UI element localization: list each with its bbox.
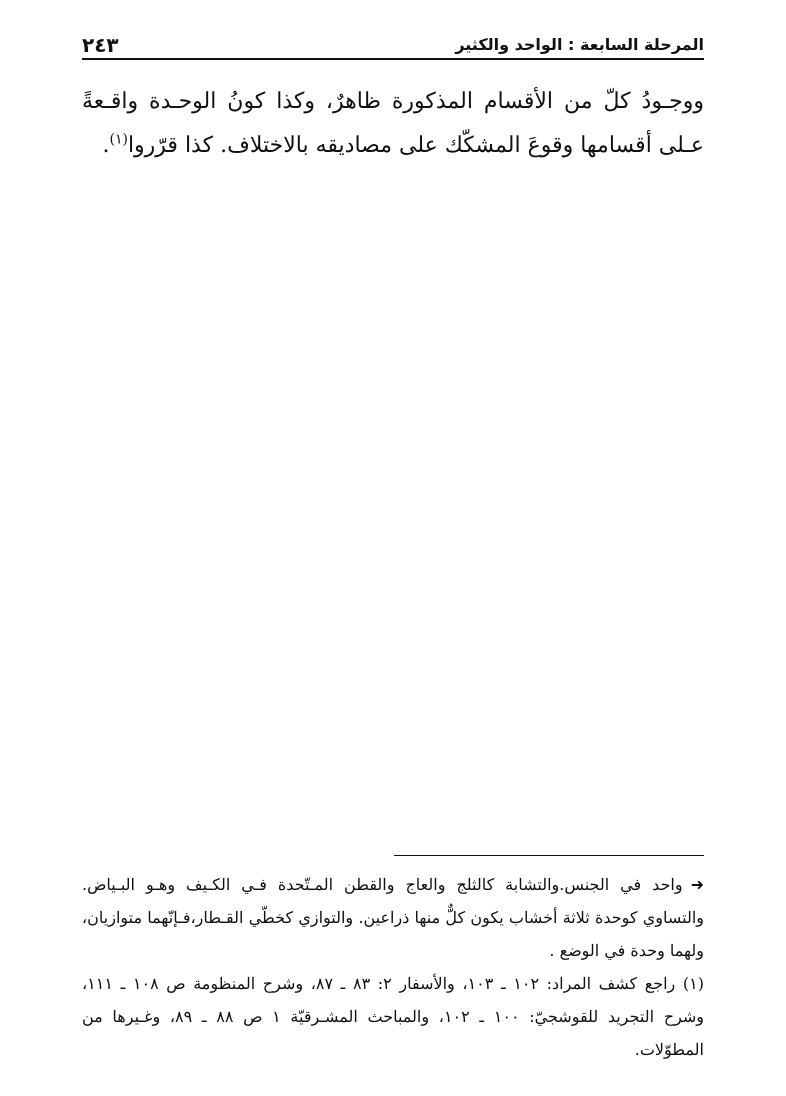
footnote-continuation [82, 868, 704, 967]
running-title: المرحلة السابعة : الواحد والكثير [455, 35, 704, 54]
paragraph-text: ووجـودُ كلّ من الأقسام المذكورة ظاهرٌ، وكذا كونُ الوحـدة واقـعةً عـلى أقسامها وقوعَ المشكّك على مصاديقه بالاختلاف. كذا قرّروا [82, 89, 704, 158]
footnote-1-text: راجع كشف المراد: ١٠٢ ـ ١٠٣، والأسفار ٢: ٨٣ ـ ٨٧، وشرح المنظومة ص ١٠٨ ـ ١١١، وشرح التجريد للقوشجيّ: ١٠٠ ـ ١٠٢، والمباحث المشـرقيّة ١ ص ٨٨ ـ ٨٩، وغـيرها من المطوّلات. [82, 974, 705, 1059]
body-paragraph [82, 80, 704, 168]
running-head [82, 30, 704, 60]
footnotes [82, 868, 704, 1066]
page-number: ٢٤٣ [82, 33, 119, 57]
footnote-continuation-text: واحد في الجنس.والتشابة كالثلج والعاج والقطن المـتّحدة فـي الكـيف وهـو البـياض. والتساوي كوحدة ثلاثة أخشاب يكون كلٌّ منها ذراعين. والتوازي كخطّي القـطار،فـإنّهما متوازيان، ولهما وحدة في الوضع . [82, 875, 704, 960]
footnote-separator [394, 855, 704, 856]
footnote-1 [82, 967, 704, 1066]
footnote-1-label: (١) [682, 974, 705, 993]
continuation-arrow-icon: ➜ [690, 875, 704, 894]
footnote-reference: (١) [109, 131, 128, 148]
header-rule [82, 58, 704, 60]
main-text [82, 80, 704, 168]
paragraph-end: . [102, 133, 110, 158]
